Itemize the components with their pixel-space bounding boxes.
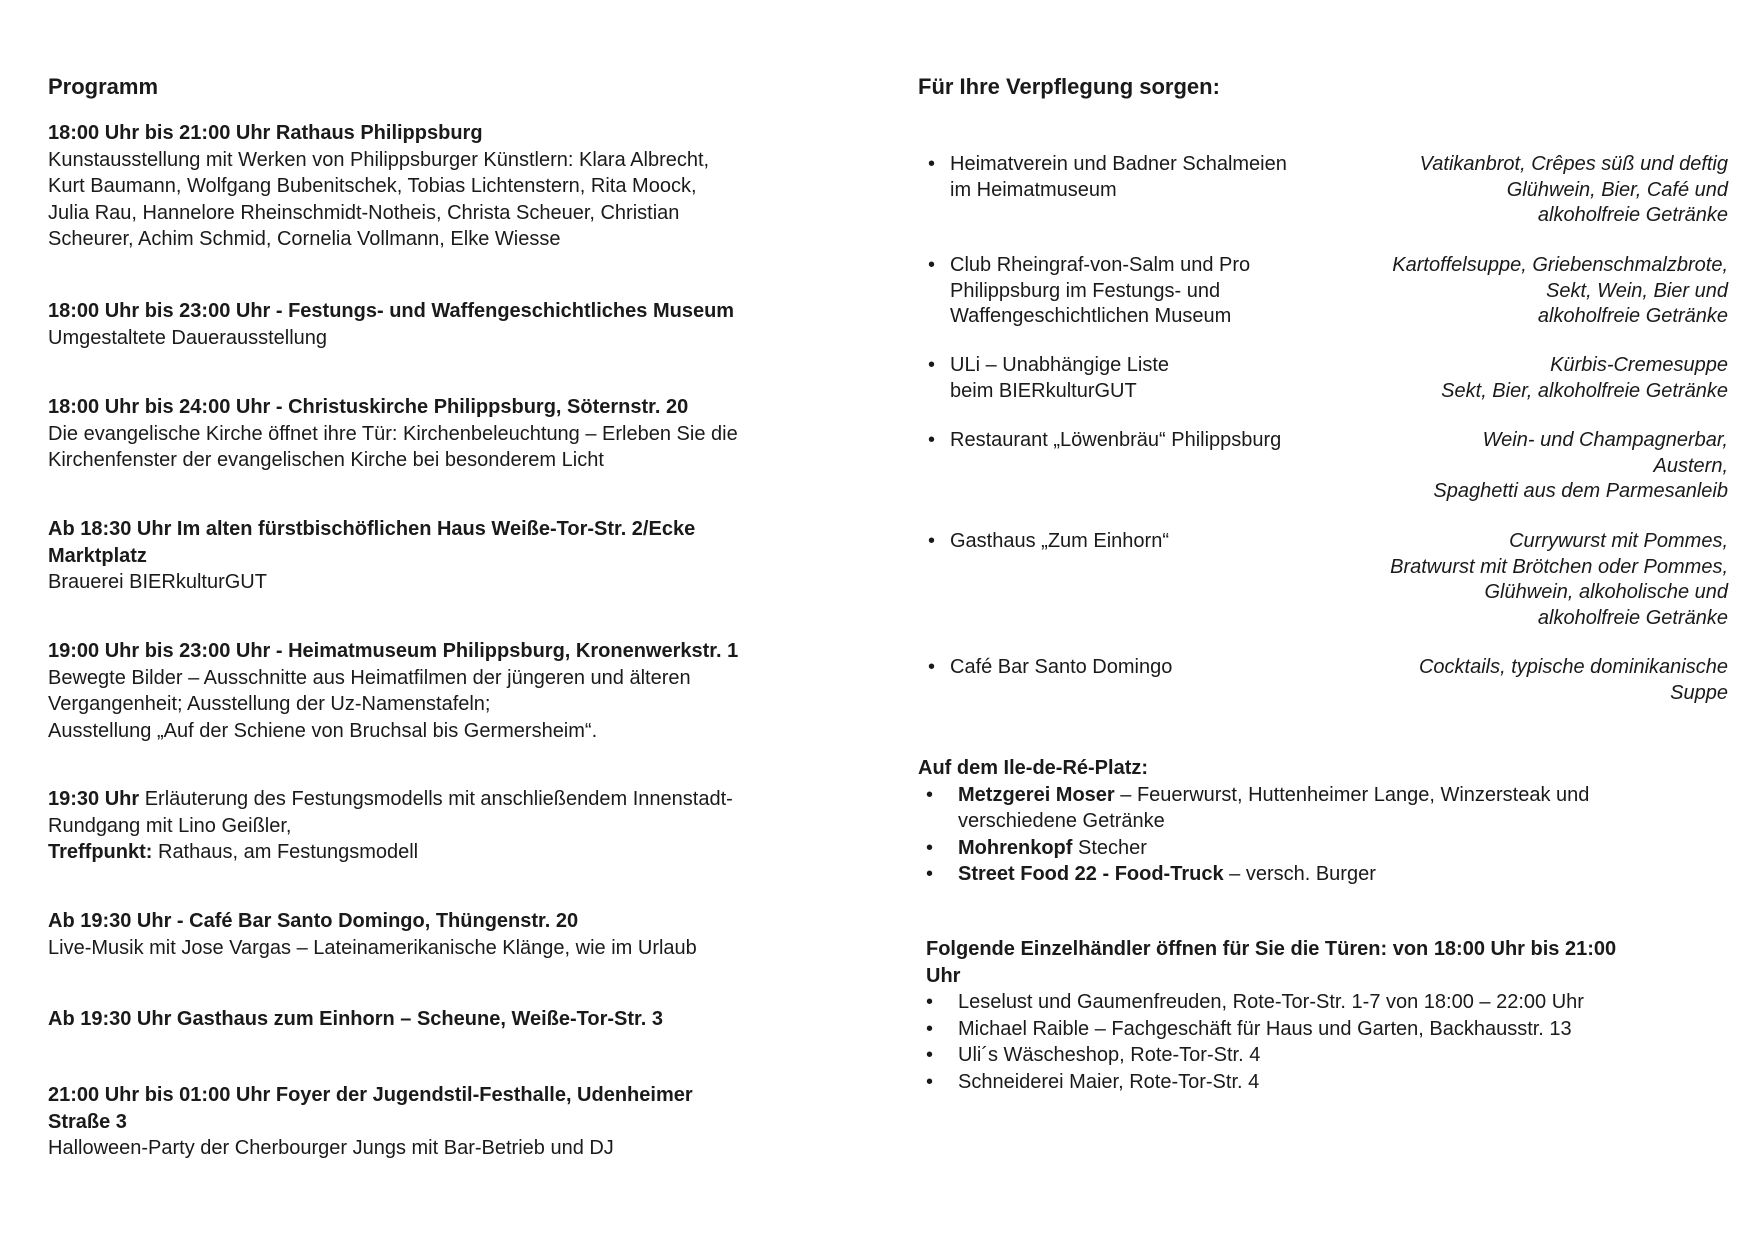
vendor-offer: Cocktails, typische dominikanische Suppe (1418, 656, 1728, 704)
shops-section (926, 936, 1728, 1095)
vendor-offer: Currywurst mit Pommes, Bratwurst mit Brötchen oder Pommes, Glühwein, alkoholische und alkoholfreie Getränke (1390, 530, 1728, 629)
program-column (48, 74, 858, 1159)
bullet-icon: • (928, 254, 936, 276)
event-christuskirche (48, 394, 738, 474)
shop-item: • Leselust und Gaumenfreuden, Rote-Tor-Str. 1-7 von 18:00 – 22:00 Uhr (918, 989, 1728, 1016)
vendor-offer: Wein- und Champagnerbar, Austern, Spaghetti aus dem Parmesanleib (1433, 429, 1728, 502)
shop-item: • Uli´s Wäscheshop, Rote-Tor-Str. 4 (918, 1042, 1728, 1069)
event-desc: Brauerei BIERkulturGUT (48, 571, 267, 593)
event-title: Ab 18:30 Uhr Im alten fürstbischöflichen Haus Weiße-Tor-Str. 2/Ecke Marktplatz (48, 518, 696, 567)
bullet-icon: • (926, 836, 934, 859)
vendor-offer: Kartoffelsuppe, Griebenschmalzbrote, Sekt, Wein, Bier und alkoholfreie Getränke (1392, 254, 1728, 327)
list-item-continued: verschiedene Getränke (958, 810, 1165, 832)
meeting-point-label: Treffpunkt: (48, 841, 153, 863)
event-desc: Kunstausstellung mit Werken von Philippsburger Künstlern: Klara Albrecht, Kurt Baumann, Wolfgang Bubenitschek, Tobias Lichtenstern, Rita Moock, Julia Rau, Hannelore Rheinschmidt-Notheis, Christa Scheuer, Christian Scheurer, Achim Schmid, Cornelia Vollmann, Elke Wiesse (48, 148, 710, 250)
vendor-name: Club Rheingraf-von-Salm und Pro Philippsburg im Festungs- und Waffengeschichtlichen Museum (950, 254, 1251, 327)
vendor-name: Gasthaus „Zum Einhorn“ (950, 530, 1169, 552)
event-rathaus (48, 120, 709, 253)
meeting-point-text: Rathaus, am Festungsmodell (152, 841, 419, 863)
bullet-icon: • (928, 530, 936, 552)
bullet-icon: • (926, 991, 934, 1013)
bullet-icon: • (926, 783, 934, 806)
ile-de-re-section (918, 755, 1728, 888)
bullet-icon: • (928, 656, 936, 678)
event-title: 18:00 Uhr bis 21:00 Uhr Rathaus Philippsburg (48, 122, 483, 144)
shops-title: Folgende Einzelhändler öffnen für Sie die Türen: von 18:00 Uhr bis 21:00 Uhr (926, 938, 1617, 987)
event-title: 18:00 Uhr bis 23:00 Uhr - Festungs- und Waffengeschichtliches Museum (48, 300, 735, 322)
vendor-name: Restaurant „Löwenbräu“ Philippsburg (950, 429, 1282, 451)
event-title: 19:00 Uhr bis 23:00 Uhr - Heimatmuseum Philippsburg, Kronenwerkstr. 1 (48, 640, 739, 662)
event-desc: Live-Musik mit Jose Vargas – Lateinamerikanische Klänge, wie im Urlaub (48, 936, 697, 959)
vendor-offer: Kürbis-Cremesuppe Sekt, Bier, alkoholfreie Getränke (1441, 354, 1728, 402)
catering-heading: Für Ihre Verpflegung sorgen: (918, 74, 1220, 99)
event-title: Ab 19:30 Uhr Gasthaus zum Einhorn – Scheune, Weiße-Tor-Str. 3 (48, 1008, 663, 1030)
vendor-name: ULi – Unabhängige Liste beim BIERkulturGUT (950, 354, 1170, 402)
list-item: • Metzgerei Moser – Feuerwurst, Huttenheimer Lange, Winzersteak und (918, 782, 1728, 809)
event-text: Erläuterung des Festungsmodells mit anschließendem Innenstadt- Rundgang mit Lino Geißler, (48, 788, 733, 837)
bullet-icon: • (926, 1044, 934, 1066)
list-item: • Mohrenkopf Stecher (918, 835, 1728, 862)
event-bierkulturgut (48, 516, 695, 596)
event-einhorn (48, 1006, 663, 1033)
list-item: • Street Food 22 - Food-Truck – versch. Burger (918, 861, 1728, 888)
bullet-icon: • (926, 1017, 934, 1040)
vendor-name: Café Bar Santo Domingo (950, 656, 1173, 678)
event-title: 18:00 Uhr bis 24:00 Uhr - Christuskirche Philippsburg, Söternstr. 20 (48, 396, 689, 418)
shop-item: • Schneiderei Maier, Rote-Tor-Str. 4 (918, 1069, 1728, 1096)
event-title: Ab 19:30 Uhr - Café Bar Santo Domingo, Thüngenstr. 20 (48, 910, 579, 932)
bullet-icon: • (928, 354, 936, 376)
event-festungsmodell (48, 786, 858, 866)
event-desc: Halloween-Party der Cherbourger Jungs mit Bar-Betrieb und DJ (48, 1137, 614, 1159)
event-desc: Bewegte Bilder – Ausschnitte aus Heimatfilmen der jüngeren und älteren Vergangenheit; Ausstellung der Uz-Namenstafeln; Ausstellung „Auf der Schiene von Bruchsal bis Germersheim“. (48, 666, 691, 742)
vendor-name: Heimatverein und Badner Schalmeien im Heimatmuseum (950, 153, 1287, 201)
catering-column (918, 74, 1728, 1093)
event-desc: Die evangelische Kirche öffnet ihre Tür: Kirchenbeleuchtung – Erleben Sie die Kirchenfenster der evangelischen Kirche bei besonderem Licht (48, 422, 738, 471)
event-festungsmuseum (48, 298, 734, 351)
event-heimatmuseum (48, 638, 738, 744)
program-heading: Programm (48, 74, 159, 99)
ile-de-re-title: Auf dem Ile-de-Ré-Platz: (918, 757, 1149, 779)
event-time: 19:30 Uhr (48, 788, 140, 810)
bullet-icon: • (928, 429, 936, 451)
event-halloween (48, 1082, 693, 1162)
vendor-offer: Vatikanbrot, Crêpes süß und deftig Glühwein, Bier, Café und alkoholfreie Getränke (1419, 153, 1728, 226)
bullet-icon: • (926, 1070, 934, 1093)
bullet-icon: • (928, 153, 936, 175)
event-desc: Umgestaltete Dauerausstellung (48, 326, 328, 349)
event-title: 21:00 Uhr bis 01:00 Uhr Foyer der Jugendstil-Festhalle, Udenheimer Straße 3 (48, 1084, 693, 1133)
bullet-icon: • (926, 863, 934, 885)
shop-item: • Michael Raible – Fachgeschäft für Haus und Garten, Backhausstr. 13 (918, 1016, 1728, 1043)
event-santo-domingo (48, 908, 697, 961)
